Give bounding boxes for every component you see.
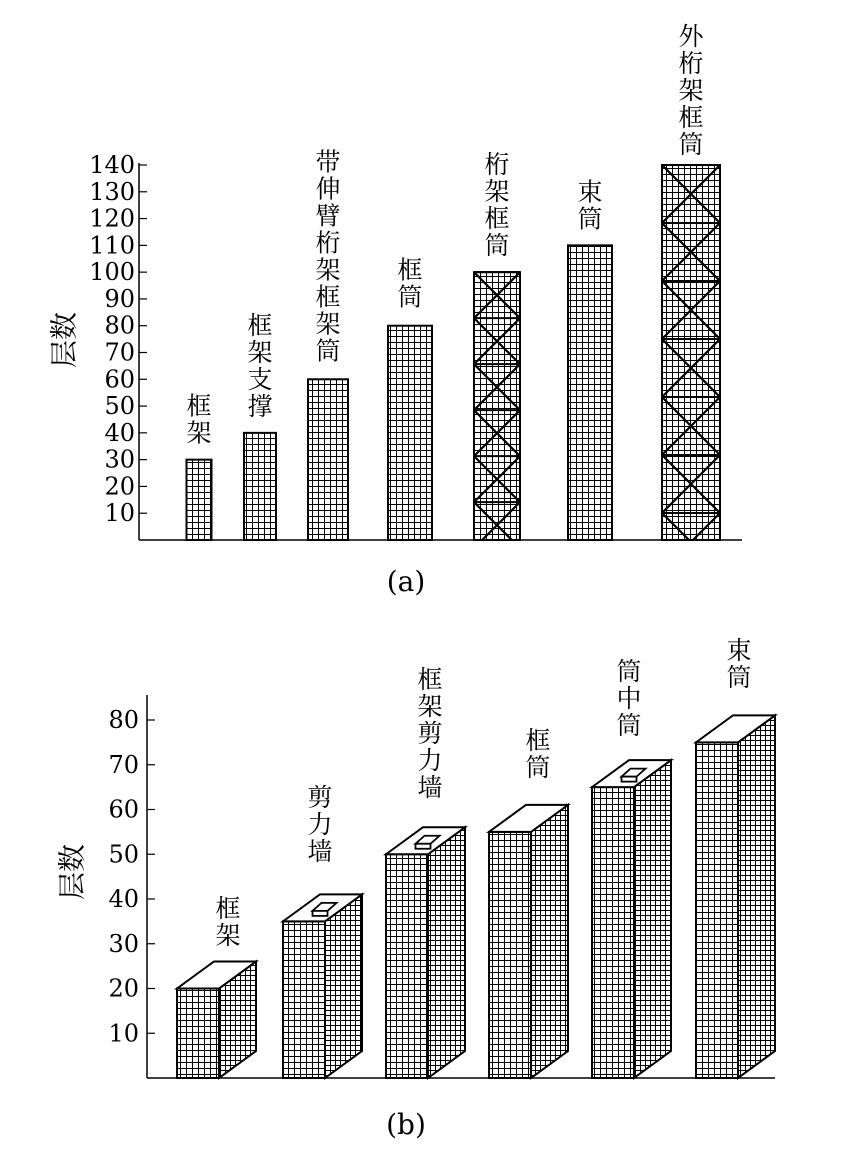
chart-b-tick-label: 20 bbox=[108, 974, 139, 1003]
chart-a-tick-label: 60 bbox=[104, 365, 135, 394]
chart-a-category-label-char: 架 bbox=[186, 418, 212, 448]
chart-a-category-label bbox=[315, 147, 340, 365]
chart-b-tick-label: 60 bbox=[108, 795, 139, 824]
chart-a-category-label-char: 束 bbox=[577, 177, 603, 207]
chart-b-bar bbox=[177, 962, 256, 1079]
chart-a-category-label-char: 框 bbox=[247, 310, 273, 340]
chart-b-category-label bbox=[307, 783, 332, 866]
chart-a-caption: (a) bbox=[386, 565, 426, 598]
chart-a-tick-label: 10 bbox=[104, 499, 135, 528]
chart-a-category-label-char: 桁 bbox=[678, 49, 704, 78]
chart-b-category-label-char: 束 bbox=[726, 636, 752, 665]
chart-a-tick-label: 100 bbox=[89, 258, 135, 287]
chart-a-tick-label: 120 bbox=[89, 204, 135, 233]
chart-a-category-label bbox=[577, 177, 602, 233]
chart-a-category-label-char: 筒 bbox=[577, 204, 603, 234]
chart-b-tick-label: 70 bbox=[108, 750, 139, 779]
chart-b-category-label-char: 筒 bbox=[726, 663, 752, 692]
chart-a-category-label-char: 筒 bbox=[315, 336, 341, 366]
chart-a-category-label-char: 框 bbox=[315, 282, 341, 312]
chart-b-category-label-char: 框 bbox=[525, 726, 551, 755]
chart-a-category-label bbox=[397, 256, 422, 312]
chart-a-axes bbox=[139, 163, 742, 540]
chart-a-category-label bbox=[678, 22, 704, 159]
chart-a-tick-label: 110 bbox=[89, 231, 135, 260]
chart-a-tick-label: 90 bbox=[104, 284, 135, 313]
chart-b-category-label-char: 中 bbox=[616, 684, 642, 713]
chart-a-tick-label: 140 bbox=[89, 151, 135, 179]
chart-b-bar bbox=[592, 760, 671, 1078]
chart-b-tick-label: 40 bbox=[108, 885, 139, 913]
chart-b-category-label bbox=[616, 657, 641, 740]
chart-a-category-label-char: 外 bbox=[678, 22, 704, 51]
chart-b bbox=[56, 636, 776, 1141]
chart-a-category-label-char: 框 bbox=[484, 204, 510, 234]
chart-a-tick-label: 50 bbox=[104, 392, 135, 421]
chart-a-category-label-char: 架 bbox=[247, 337, 273, 367]
chart-a-category-label-char: 筒 bbox=[484, 231, 510, 261]
chart-a-tick-label: 40 bbox=[104, 418, 135, 447]
chart-a-category-label-char: 臂 bbox=[315, 201, 341, 231]
chart-b-y-axis-label: 层数 bbox=[55, 843, 89, 901]
chart-a-category-label-char: 桁 bbox=[484, 150, 510, 180]
chart-b-y-ticks bbox=[108, 706, 155, 1047]
chart-b-category-label-char: 筒 bbox=[616, 657, 642, 686]
chart-a-bar bbox=[568, 245, 612, 540]
chart-a-y-axis-label: 层数 bbox=[47, 311, 81, 369]
chart-a-category-label-char: 撑 bbox=[247, 391, 273, 421]
chart-b-category-label-char: 架 bbox=[417, 692, 443, 721]
chart-a-category-labels bbox=[186, 22, 704, 448]
chart-a-category-label-char: 筒 bbox=[678, 130, 704, 159]
chart-b-category-label-char: 剪 bbox=[307, 783, 333, 812]
chart-b-category-label bbox=[726, 636, 751, 692]
chart-a-tick-label: 30 bbox=[104, 445, 135, 474]
chart-b-category-label-char: 墙 bbox=[417, 773, 443, 802]
chart-a-category-label bbox=[484, 150, 509, 260]
chart-a-category-label-char: 带 bbox=[315, 147, 341, 177]
chart-a-category-label-char: 架 bbox=[484, 177, 510, 207]
chart-b-bar bbox=[283, 894, 362, 1078]
chart-a-category-label-char: 架 bbox=[315, 309, 341, 339]
chart-b-category-label bbox=[215, 894, 240, 950]
chart-b-caption: (b) bbox=[386, 1108, 426, 1141]
chart-b-tick-label: 80 bbox=[108, 706, 139, 734]
chart-b-tick-label: 10 bbox=[108, 1019, 139, 1048]
chart-b-category-label-char: 力 bbox=[307, 810, 333, 839]
chart-a-category-label-char: 框 bbox=[678, 103, 704, 132]
chart-a-category-label-char: 架 bbox=[315, 255, 341, 285]
chart-b-category-label-char: 墙 bbox=[307, 837, 333, 866]
chart-b-bar bbox=[696, 715, 775, 1078]
chart-a-bar bbox=[662, 165, 720, 540]
chart-a-category-label-char: 框 bbox=[186, 391, 212, 421]
chart-a-bar bbox=[187, 460, 212, 540]
chart-a-category-label-char: 框 bbox=[397, 255, 423, 285]
chart-a-tick-label: 70 bbox=[104, 338, 135, 367]
chart-b-tick-label: 30 bbox=[108, 929, 139, 958]
chart-b-category-label-char: 剪 bbox=[417, 719, 443, 748]
chart-b-bars bbox=[177, 715, 775, 1078]
chart-a-bar bbox=[308, 379, 348, 540]
chart-b-category-label-char: 筒 bbox=[616, 711, 642, 740]
chart-a-bar bbox=[244, 433, 276, 540]
chart-a-category-label-char: 筒 bbox=[397, 282, 423, 312]
chart-a-category-label-char: 桁 bbox=[315, 228, 341, 258]
chart-b-bar bbox=[386, 827, 465, 1078]
chart-b-bar bbox=[489, 805, 568, 1078]
chart-b-category-label bbox=[417, 665, 442, 802]
chart-a-category-label bbox=[247, 311, 272, 421]
chart-a-tick-label: 80 bbox=[104, 311, 135, 340]
chart-a-bar bbox=[388, 326, 432, 540]
chart-b-category-label-char: 框 bbox=[417, 665, 443, 694]
chart-a-category-label-char: 支 bbox=[247, 364, 273, 394]
chart-b-category-label-char: 框 bbox=[215, 894, 241, 923]
chart-b-category-label-char: 架 bbox=[215, 921, 241, 950]
chart-a-bar bbox=[474, 272, 520, 540]
chart-b-category-label-char: 筒 bbox=[525, 753, 551, 782]
chart-b-category-label bbox=[525, 726, 550, 782]
chart-a bbox=[48, 22, 743, 598]
chart-a-tick-label: 130 bbox=[89, 177, 135, 206]
chart-a-category-label-char: 伸 bbox=[315, 174, 341, 204]
chart-b-tick-label: 50 bbox=[108, 840, 139, 869]
chart-a-category-label-char: 架 bbox=[678, 76, 704, 105]
chart-a-category-label bbox=[186, 392, 211, 448]
chart-b-category-label-char: 力 bbox=[417, 746, 443, 775]
chart-a-tick-label: 20 bbox=[104, 472, 135, 501]
